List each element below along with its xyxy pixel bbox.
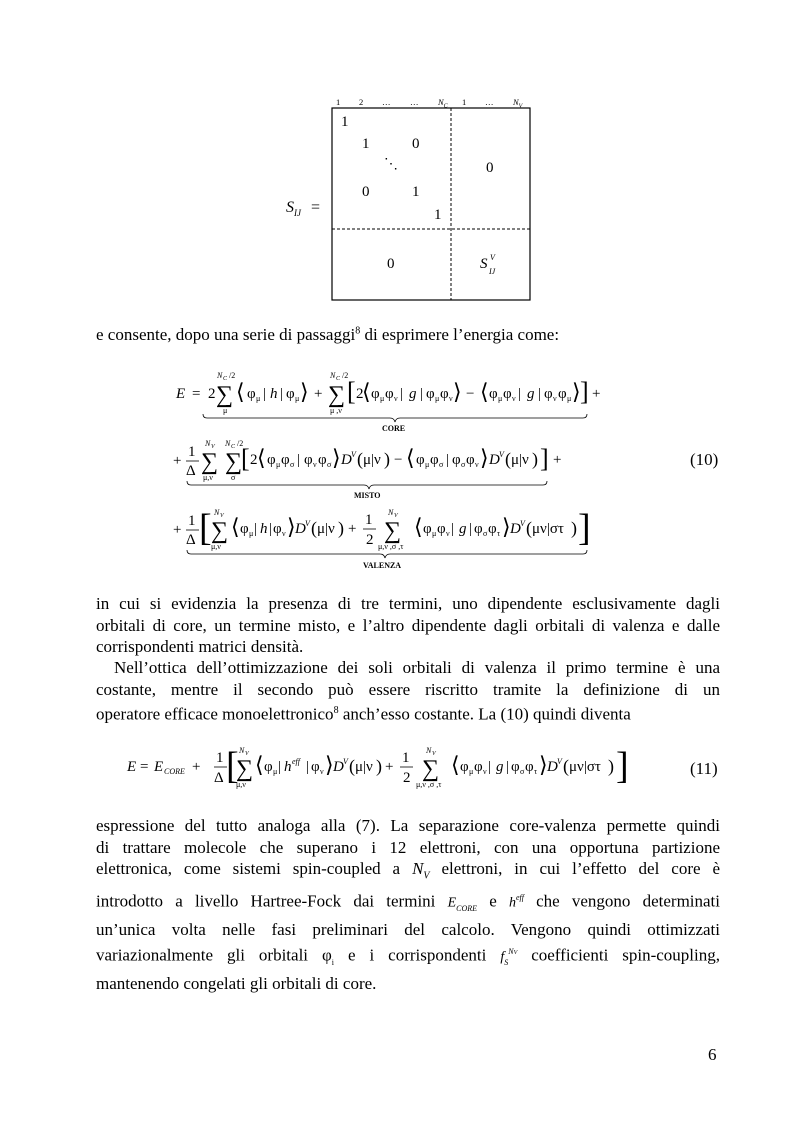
svg-text:+: + (192, 759, 201, 775)
svg-text:μ: μ (432, 529, 437, 538)
svg-text:|: | (518, 386, 522, 402)
svg-text:φ: φ (311, 759, 320, 775)
svg-text:C: C (336, 376, 341, 382)
svg-text:∑: ∑ (328, 382, 346, 408)
paragraph-2: Nell’ottica dell’ottimizzazione dei soli orbitali di valenza il primo termine è una costante, mentre il secondo può essere riscritto tramite la definizione di un operatore efficace monoelettronico$^8$ anch’esso costante. La (10) quindi diventa (96, 658, 720, 724)
svg-text:Δ: Δ (214, 770, 224, 786)
svg-text:E: E (176, 386, 186, 402)
svg-text:V: V (343, 757, 348, 766)
svg-text:E: E (154, 759, 164, 775)
svg-text:φ: φ (503, 386, 512, 402)
svg-text:|: | (488, 759, 492, 775)
svg-text:⟩: ⟩ (332, 445, 341, 470)
svg-text:φ: φ (247, 386, 256, 402)
svg-text:]: ] (616, 745, 629, 787)
svg-text:φ: φ (416, 452, 425, 468)
equation-11 (0, 736, 795, 796)
svg-text:(: ( (563, 756, 569, 776)
svg-text:μ: μ (223, 406, 228, 415)
svg-text:/2: /2 (237, 439, 244, 448)
svg-text:φ: φ (440, 386, 449, 402)
svg-text:V: V (557, 757, 562, 766)
svg-text:⟩: ⟩ (539, 752, 548, 777)
svg-text:μ: μ (435, 394, 440, 403)
svg-text:μ,ν ,σ ,τ: μ,ν ,σ ,τ (416, 780, 442, 789)
svg-text:+: + (173, 522, 182, 538)
svg-text:∑: ∑ (422, 756, 440, 782)
svg-text:g: g (409, 386, 417, 402)
svg-text:Δ: Δ (186, 532, 196, 548)
svg-text:∑: ∑ (216, 382, 234, 408)
svg-text:|: | (538, 386, 542, 402)
svg-text:⟩: ⟩ (453, 379, 462, 404)
svg-text:⟩: ⟩ (480, 445, 489, 470)
svg-text:ν: ν (394, 394, 398, 403)
svg-text:g: g (527, 386, 535, 402)
equation-11-number: (11) (690, 759, 718, 778)
svg-text:⟨: ⟨ (414, 514, 423, 539)
svg-text:N: N (330, 371, 336, 380)
svg-text:⟨: ⟨ (451, 752, 460, 777)
svg-text:∑: ∑ (201, 449, 219, 475)
equation-10-number: (10) (690, 450, 719, 469)
svg-text:[: [ (347, 377, 356, 406)
svg-text:|: | (451, 521, 455, 537)
svg-text:): ) (338, 518, 344, 538)
svg-text:|: | (420, 386, 424, 402)
svg-text:φ: φ (488, 521, 497, 537)
svg-text:): ) (571, 518, 577, 538)
svg-text:(: ( (505, 449, 511, 469)
svg-text:|: | (269, 521, 273, 537)
svg-text:ν: ν (553, 394, 557, 403)
svg-text:⟩: ⟩ (502, 514, 511, 539)
svg-text:): ) (608, 756, 614, 776)
svg-text:⟨: ⟨ (236, 379, 245, 404)
svg-text:|: | (306, 759, 310, 775)
svg-text:φ: φ (558, 386, 567, 402)
svg-text:E: E (127, 759, 137, 775)
svg-text:μ,ν: μ,ν (203, 473, 213, 482)
svg-text:D: D (489, 452, 500, 468)
label-misto: MISTO (354, 491, 381, 500)
svg-text:∑: ∑ (211, 518, 229, 544)
label-valenza: VALENZA (363, 561, 402, 570)
svg-text:⟨: ⟨ (362, 379, 371, 404)
svg-text:/2: /2 (229, 371, 236, 380)
svg-text:N: N (217, 371, 223, 380)
svg-text:N: N (239, 746, 245, 755)
svg-text:N: N (214, 508, 220, 517)
svg-text:σ: σ (483, 529, 488, 538)
svg-text:ν: ν (320, 767, 324, 776)
svg-text:μ|ν: μ|ν (355, 759, 373, 775)
svg-text:ν: ν (449, 394, 453, 403)
svg-text:μ|ν: μ|ν (317, 521, 335, 537)
svg-text:μ: μ (469, 767, 474, 776)
svg-text:]: ] (580, 377, 589, 406)
svg-text:⟩: ⟩ (300, 379, 309, 404)
svg-text:|: | (297, 452, 301, 468)
svg-text:]: ] (540, 444, 549, 473)
svg-text:(: ( (311, 518, 317, 538)
svg-text:ν: ν (313, 460, 317, 469)
svg-text:N: N (426, 746, 432, 755)
paragraph-1: in cui si evidenzia la presenza di tre termini, uno dipendente esclusivamente dagli orbitali di core, un termine misto, e l’altro dipendente dagli orbitali di valenza e dalle corrispondenti matrici densità. (96, 594, 720, 656)
svg-text:1: 1 (216, 750, 224, 766)
svg-text:φ: φ (525, 759, 534, 775)
svg-text:⟨: ⟨ (406, 445, 415, 470)
svg-text:∑: ∑ (225, 449, 243, 475)
svg-text:[: [ (241, 444, 250, 473)
svg-text:φ: φ (267, 452, 276, 468)
svg-text:⟨: ⟨ (255, 752, 264, 777)
svg-text:μ: μ (498, 394, 503, 403)
svg-text:ν: ν (282, 529, 286, 538)
svg-text:φ: φ (437, 521, 446, 537)
svg-text:σ: σ (327, 460, 332, 469)
svg-text:): ) (384, 449, 390, 469)
svg-text:h: h (260, 521, 268, 537)
svg-text:): ) (532, 449, 538, 469)
svg-text:2: 2 (356, 386, 364, 402)
svg-text:=: = (140, 759, 149, 775)
svg-text:2: 2 (250, 452, 258, 468)
svg-text:φ: φ (544, 386, 553, 402)
svg-text:φ: φ (460, 759, 469, 775)
svg-text:⟨: ⟨ (231, 514, 240, 539)
svg-text:1: 1 (188, 444, 196, 460)
svg-text:[: [ (226, 745, 239, 787)
svg-text:(: ( (349, 756, 355, 776)
svg-text:⟩: ⟩ (572, 379, 581, 404)
svg-text:Δ: Δ (186, 463, 196, 479)
svg-text:μν|στ: μν|στ (532, 521, 564, 537)
svg-text:φ: φ (489, 386, 498, 402)
svg-text:σ: σ (461, 460, 466, 469)
svg-text:2: 2 (208, 386, 216, 402)
svg-text:−: − (394, 452, 403, 468)
svg-text:φ: φ (318, 452, 327, 468)
svg-text:ν: ν (475, 460, 479, 469)
svg-text:μν|στ: μν|στ (569, 759, 601, 775)
svg-text:h: h (270, 386, 278, 402)
svg-text:μ: μ (256, 394, 261, 403)
matrix-lhs: $S_{IJ}$ = (286, 199, 321, 219)
svg-text:V: V (211, 444, 215, 450)
svg-text:|: | (469, 521, 473, 537)
svg-text:∑: ∑ (236, 756, 254, 782)
svg-text:+: + (314, 386, 323, 402)
svg-text:φ: φ (385, 386, 394, 402)
svg-text:|: | (400, 386, 404, 402)
svg-text:CORE: CORE (164, 767, 185, 776)
svg-text:φ: φ (511, 759, 520, 775)
svg-text:φ: φ (371, 386, 380, 402)
svg-text:μ: μ (249, 529, 254, 538)
svg-text:φ: φ (474, 521, 483, 537)
svg-text:μ: μ (567, 394, 572, 403)
svg-text:φ: φ (264, 759, 273, 775)
svg-text:h: h (284, 759, 292, 775)
svg-text:]: ] (578, 507, 591, 549)
svg-text:D: D (547, 759, 558, 775)
svg-text:|: | (263, 386, 267, 402)
svg-text:μ ,ν: μ ,ν (330, 406, 342, 415)
svg-text:2: 2 (366, 532, 374, 548)
svg-text:|: | (506, 759, 510, 775)
svg-text:[: [ (199, 507, 212, 549)
svg-text:|: | (278, 759, 282, 775)
svg-text:V: V (432, 751, 436, 757)
svg-text:φ: φ (423, 521, 432, 537)
svg-text:V: V (220, 513, 224, 519)
svg-text:φ: φ (426, 386, 435, 402)
svg-text:/2: /2 (342, 371, 349, 380)
svg-text:⟩: ⟩ (287, 514, 296, 539)
svg-text:V: V (351, 450, 356, 459)
svg-text:φ: φ (304, 452, 313, 468)
svg-text:|: | (446, 452, 450, 468)
svg-text:(: ( (526, 518, 532, 538)
svg-text:ν: ν (512, 394, 516, 403)
svg-text:τ: τ (497, 529, 501, 538)
svg-text:(: ( (357, 449, 363, 469)
svg-text:+: + (173, 453, 182, 469)
intro-line: e consente, dopo una serie di passaggi$^8$ di esprimere l’energia come: (96, 325, 560, 344)
svg-text:⟨: ⟨ (480, 379, 489, 404)
svg-text:σ: σ (231, 473, 236, 482)
svg-text:C: C (223, 376, 228, 382)
svg-text:1: 1 (402, 750, 410, 766)
svg-text:N: N (205, 439, 211, 448)
svg-text:φ: φ (240, 521, 249, 537)
svg-text:σ: σ (290, 460, 295, 469)
svg-text:V: V (394, 513, 398, 519)
svg-text:φ: φ (452, 452, 461, 468)
label-core: CORE (382, 424, 406, 433)
page-number: 6 (708, 1045, 717, 1064)
svg-text:): ) (376, 756, 382, 776)
svg-text:+: + (348, 521, 357, 537)
svg-text:1: 1 (365, 512, 373, 528)
svg-text:g: g (459, 521, 467, 537)
equation-10 (0, 360, 795, 575)
svg-text:D: D (510, 521, 521, 537)
valence-overlap-block: S V IJ (480, 253, 496, 276)
svg-text:ν: ν (446, 529, 450, 538)
svg-text:μ,ν: μ,ν (236, 780, 246, 789)
svg-text:φ: φ (474, 759, 483, 775)
svg-text:|: | (254, 521, 258, 537)
svg-text:μ: μ (273, 767, 278, 776)
svg-text:D: D (333, 759, 344, 775)
svg-text:μ: μ (380, 394, 385, 403)
svg-text:V: V (520, 519, 525, 528)
svg-text:N: N (388, 508, 394, 517)
svg-text:μ|ν: μ|ν (511, 452, 529, 468)
svg-text:μ,ν ,σ ,τ: μ,ν ,σ ,τ (378, 542, 404, 551)
paragraph-3: espressione del tutto analoga alla (7). La separazione core-valenza permette quindi di trattare molecole che superano i 12 elettroni, con una opportuna partizione elettronica, come sistemi spin-coupled a $N_V$ elettroni, in cui l’effetto del core è introdotto a livello Hartree-Fock dai termini $E_{CORE}$ e $h^{eff}$ che vengono determinati un’unica volta nelle fasi preliminari del calcolo. Vengono quindi ottimizzati variazionalmente gli orbitali $\varphi_i$ e i corrispondenti $f_S^{NV}$ coefficienti spin-coupling, mantenendo congelati gli orbitali di core. (96, 816, 721, 994)
svg-text:⟨: ⟨ (257, 445, 266, 470)
svg-text:μ: μ (425, 460, 430, 469)
svg-text:ν: ν (483, 767, 487, 776)
svg-text:μ: μ (276, 460, 281, 469)
svg-text:1: 1 (188, 513, 196, 529)
svg-text:+: + (553, 452, 562, 468)
svg-text:V: V (499, 450, 504, 459)
svg-text:φ: φ (281, 452, 290, 468)
svg-text:μ: μ (295, 394, 300, 403)
svg-text:μ,ν: μ,ν (211, 542, 221, 551)
svg-text:μ|ν: μ|ν (363, 452, 381, 468)
svg-text:∑: ∑ (384, 518, 402, 544)
svg-text:−: − (466, 386, 475, 402)
svg-text:C: C (231, 444, 236, 450)
svg-text:|: | (280, 386, 284, 402)
svg-text:D: D (341, 452, 352, 468)
svg-text:2: 2 (403, 770, 411, 786)
svg-text:φ: φ (286, 386, 295, 402)
svg-text:⟩: ⟩ (325, 752, 334, 777)
svg-text:V: V (305, 519, 310, 528)
svg-text:σ: σ (439, 460, 444, 469)
svg-text:eff: eff (292, 757, 300, 766)
svg-text:V: V (245, 751, 249, 757)
svg-text:+: + (385, 759, 394, 775)
svg-text:φ: φ (466, 452, 475, 468)
svg-text:σ: σ (520, 767, 525, 776)
svg-text:+: + (592, 386, 601, 402)
svg-text:N: N (225, 439, 231, 448)
svg-text:g: g (496, 759, 504, 775)
svg-text:D: D (295, 521, 306, 537)
svg-text:φ: φ (273, 521, 282, 537)
svg-text:τ: τ (534, 767, 538, 776)
svg-text:φ: φ (430, 452, 439, 468)
svg-text:=: = (192, 386, 201, 402)
